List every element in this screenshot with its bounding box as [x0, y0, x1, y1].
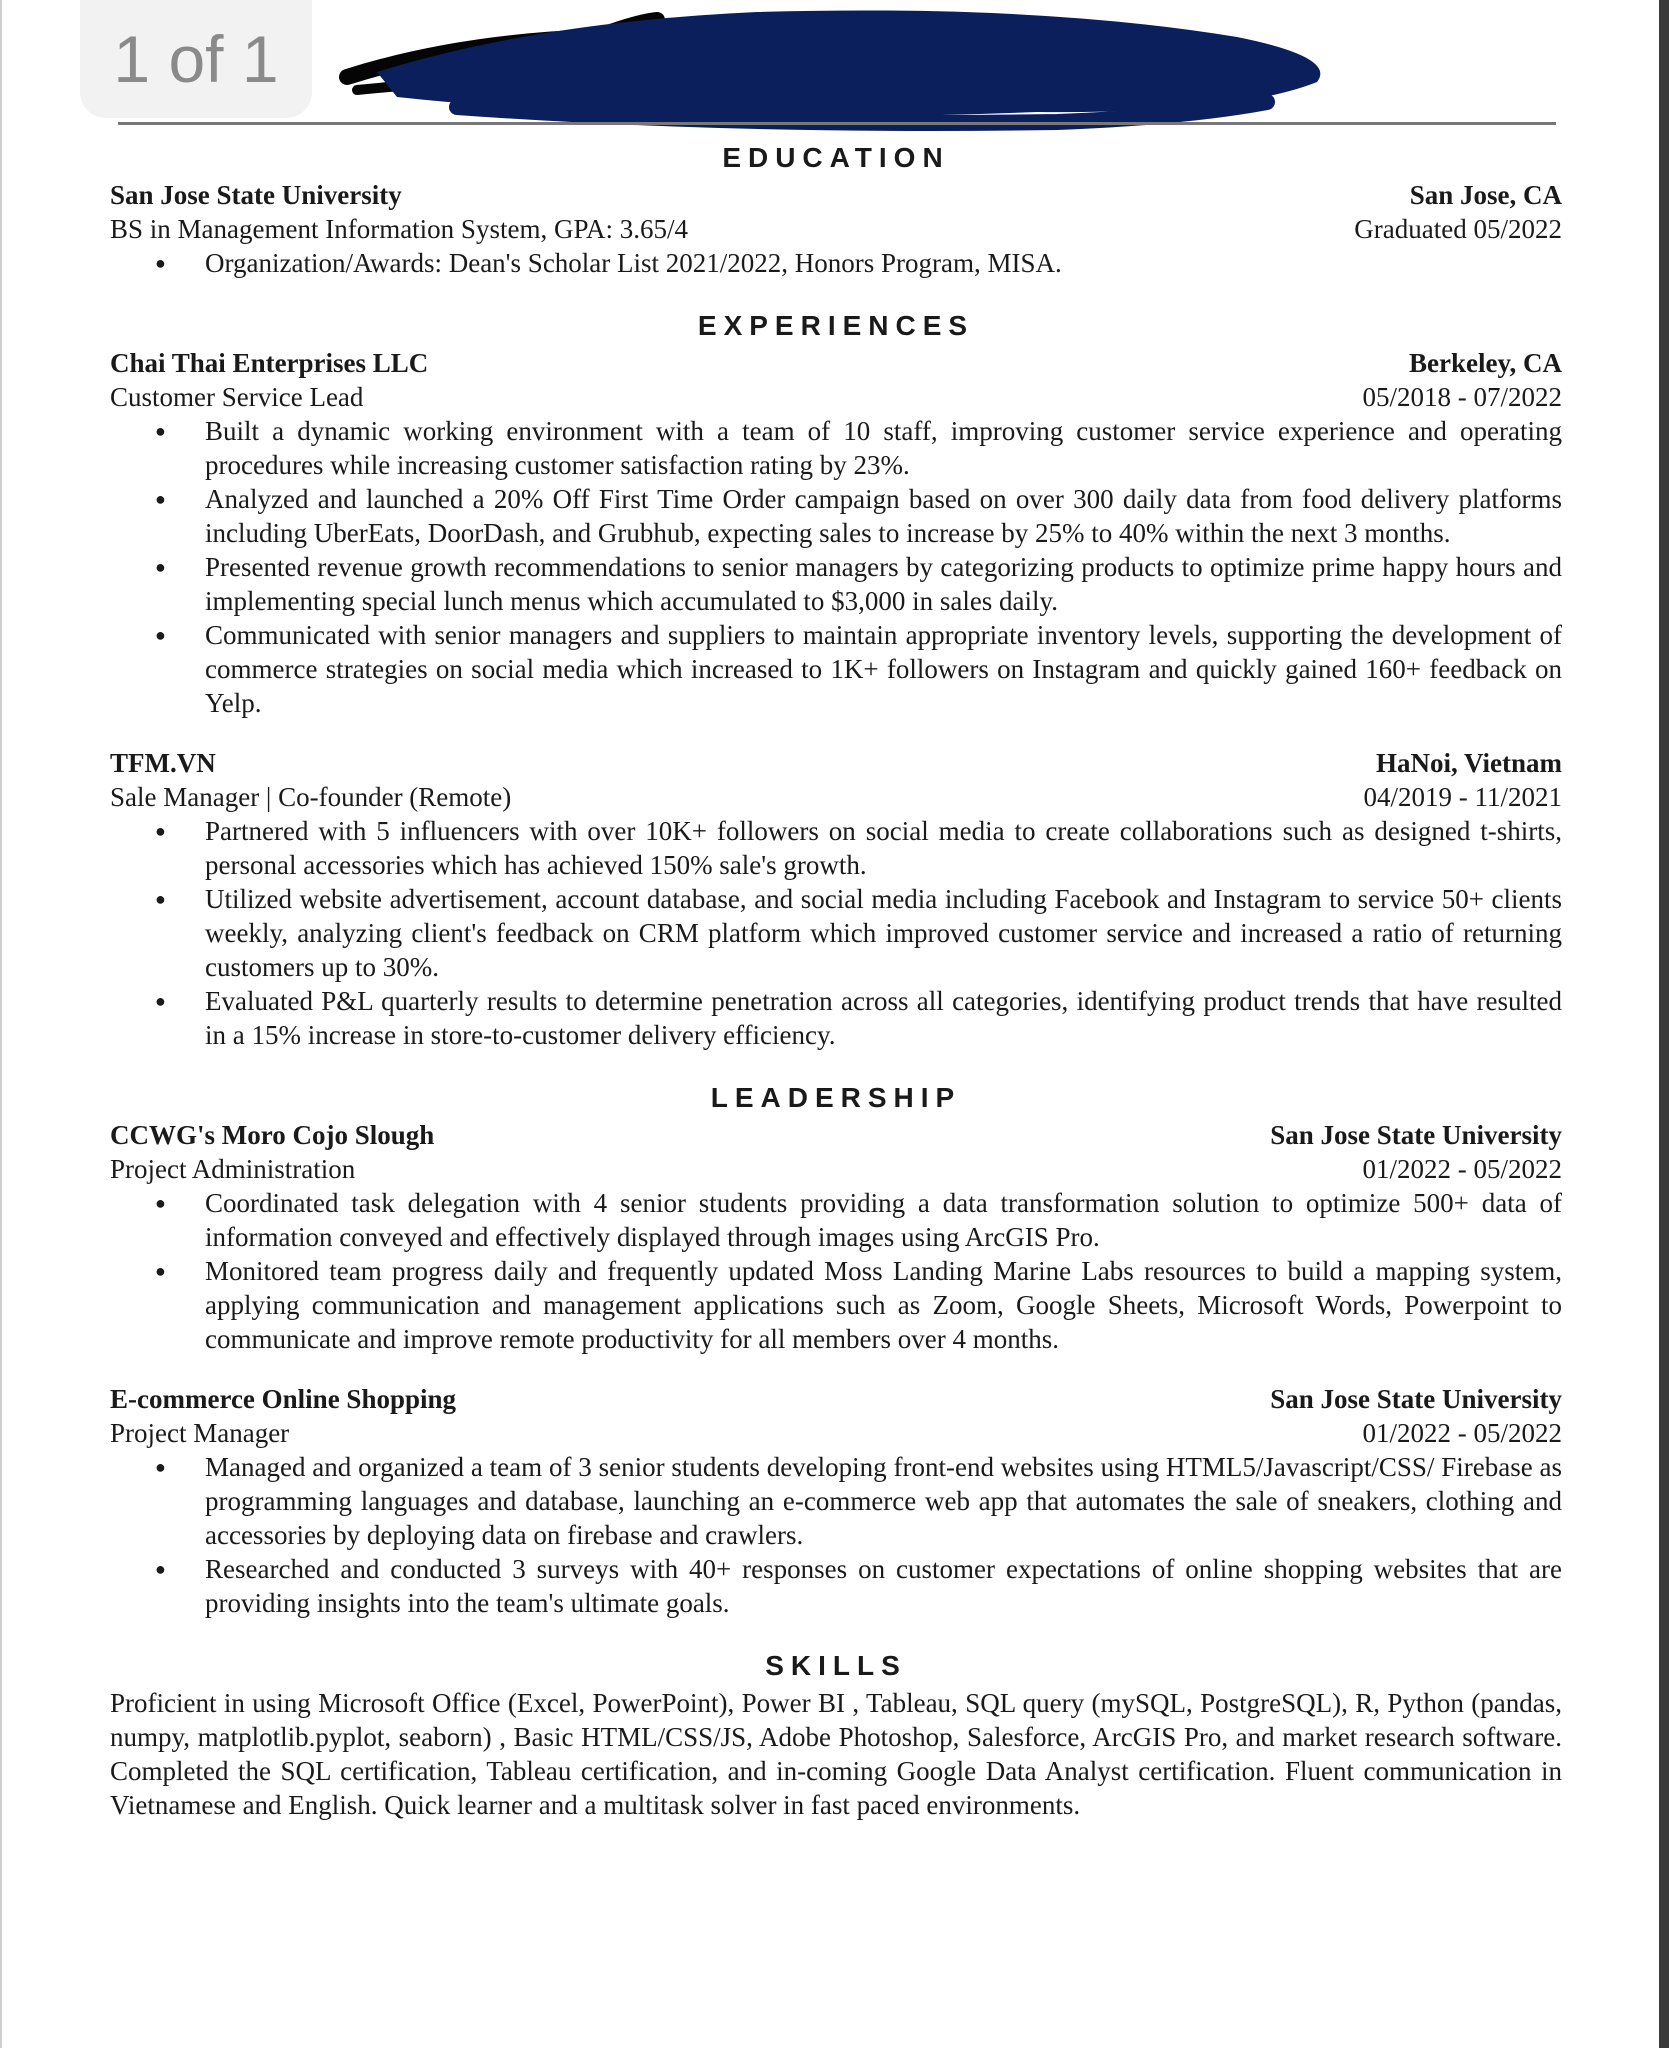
school-name: San Jose State University	[110, 180, 402, 210]
leadership-role: Project Administration	[110, 1154, 356, 1184]
bullet-item: ● Partnered with 5 influencers with over 10K+ followers on social media to create collaborations such as designed t-shirts, personal accessories which has achieved 150% sale's growth.	[205, 814, 1562, 882]
resume-content	[110, 138, 1562, 1822]
job-header	[110, 346, 1562, 380]
bullet-item: ● Utilized website advertisement, account database, and social media including Facebook and Instagram to service 50+ clients weekly, analyzing client's feedback on CRM platform which improved customer service and increased a ratio of returning customers up to 30%.	[205, 882, 1562, 984]
section-title-skills: SKILLS	[765, 1650, 907, 1681]
leadership-subheader	[110, 1152, 1562, 1186]
leadership-header	[110, 1118, 1562, 1152]
leadership-dates: 01/2022 - 05/2022	[1362, 1418, 1562, 1448]
skills-paragraph: Proficient in using Microsoft Office (Excel, PowerPoint), Power BI , Tableau, SQL query (mySQL, PostgreSQL), R, Python (pandas, numpy, matplotlib.pyplot, seaborn) , Basic HTML/CSS/JS, Adobe Photoshop, Salesforce, ArcGIS Pro, and market research software. Completed the SQL certification, Tableau certification, and in-coming Google Data Analyst certification. Fluent communication in Vietnamese and English. Quick learner and a multitask solver in fast paced environments.	[110, 1688, 1562, 1820]
redaction-scribble	[337, 2, 1337, 137]
leadership-location: San Jose State University	[1270, 1120, 1562, 1150]
bullet-item: ● Presented revenue growth recommendations to senior managers by categorizing products to optimize prime happy hours and implementing special lunch menus which accumulated to $3,000 in sales daily.	[205, 550, 1562, 618]
leadership-bullets	[110, 1450, 1562, 1620]
job-bullets	[110, 814, 1562, 1052]
section-title-education: EDUCATION	[722, 142, 950, 173]
bullet-item: ● Managed and organized a team of 3 senior students developing front-end websites using HTML5/Javascript/CSS/ Firebase as programming languages and database, launching an e-commerce web app that automates the sale of sneakers, clothing and accessories by deploying data on firebase and crawlers.	[205, 1450, 1562, 1552]
graduation-date: Graduated 05/2022	[1354, 214, 1562, 244]
job-location: Berkeley, CA	[1409, 348, 1562, 378]
job-bullets	[110, 414, 1562, 720]
bullet-item: ● Analyzed and launched a 20% Off First Time Order campaign based on over 300 daily data from food delivery platforms including UberEats, DoorDash, and Grubhub, expecting sales to increase by 25% to 40% within the next 3 months.	[205, 482, 1562, 550]
bullet-item: ● Coordinated task delegation with 4 senior students providing a data transformation solution to optimize 500+ data of information conveyed and effectively displayed through images using ArcGIS Pro.	[205, 1186, 1562, 1254]
leadership-subheader	[110, 1416, 1562, 1450]
job-subheader	[110, 780, 1562, 814]
company-name: TFM.VN	[110, 748, 216, 778]
leadership-dates: 01/2022 - 05/2022	[1362, 1154, 1562, 1184]
job-header	[110, 746, 1562, 780]
leadership-bullets	[110, 1186, 1562, 1356]
school-location: San Jose, CA	[1409, 180, 1562, 210]
leadership-location: San Jose State University	[1270, 1384, 1562, 1414]
leadership-role: Project Manager	[110, 1418, 290, 1448]
bullet-item: ● Evaluated P&L quarterly results to determine penetration across all categories, identifying product trends that have resulted in a 15% increase in store-to-customer delivery efficiency.	[205, 984, 1562, 1052]
leadership-name: E-commerce Online Shopping	[110, 1384, 457, 1414]
bullet-item: ● Monitored team progress daily and frequently updated Moss Landing Marine Labs resources to build a mapping system, applying communication and management applications such as Zoom, Google Sheets, Microsoft Words, Powerpoint to communicate and improve remote productivity for all members over 4 months.	[205, 1254, 1562, 1356]
header-divider	[118, 122, 1556, 125]
page-counter: 1 of 1	[80, 0, 312, 118]
job-location: HaNoi, Vietnam	[1376, 748, 1562, 778]
education-row-1	[110, 178, 1562, 212]
section-title-experiences: EXPERIENCES	[697, 310, 975, 341]
leadership-name: CCWG's Moro Cojo Slough	[110, 1120, 435, 1150]
bullet-item: ● Organization/Awards: Dean's Scholar List 2021/2022, Honors Program, MISA.	[205, 246, 1562, 280]
bullet-item: ● Communicated with senior managers and suppliers to maintain appropriate inventory levels, supporting the development of commerce strategies on social media which increased to 1K+ followers on Instagram and quickly gained 160+ feedback on Yelp.	[205, 618, 1562, 720]
education-bullets	[110, 246, 1562, 280]
job-subheader	[110, 380, 1562, 414]
degree: BS in Management Information System, GPA: 3.65/4	[110, 214, 688, 244]
job-role: Customer Service Lead	[110, 382, 364, 412]
job-dates: 05/2018 - 07/2022	[1362, 382, 1562, 412]
leadership-header	[110, 1382, 1562, 1416]
bullet-item: ● Researched and conducted 3 surveys with 40+ responses on customer expectations of online shopping websites that are providing insights into the team's ultimate goals.	[205, 1552, 1562, 1620]
education-row-2	[110, 212, 1562, 246]
job-role: Sale Manager | Co-founder (Remote)	[110, 782, 512, 812]
section-title-leadership: LEADERSHIP	[710, 1082, 962, 1113]
bullet-item: ● Built a dynamic working environment with a team of 10 staff, improving customer service experience and operating procedures while increasing customer satisfaction rating by 23%.	[205, 414, 1562, 482]
job-dates: 04/2019 - 11/2021	[1363, 782, 1562, 812]
company-name: Chai Thai Enterprises LLC	[110, 348, 429, 378]
